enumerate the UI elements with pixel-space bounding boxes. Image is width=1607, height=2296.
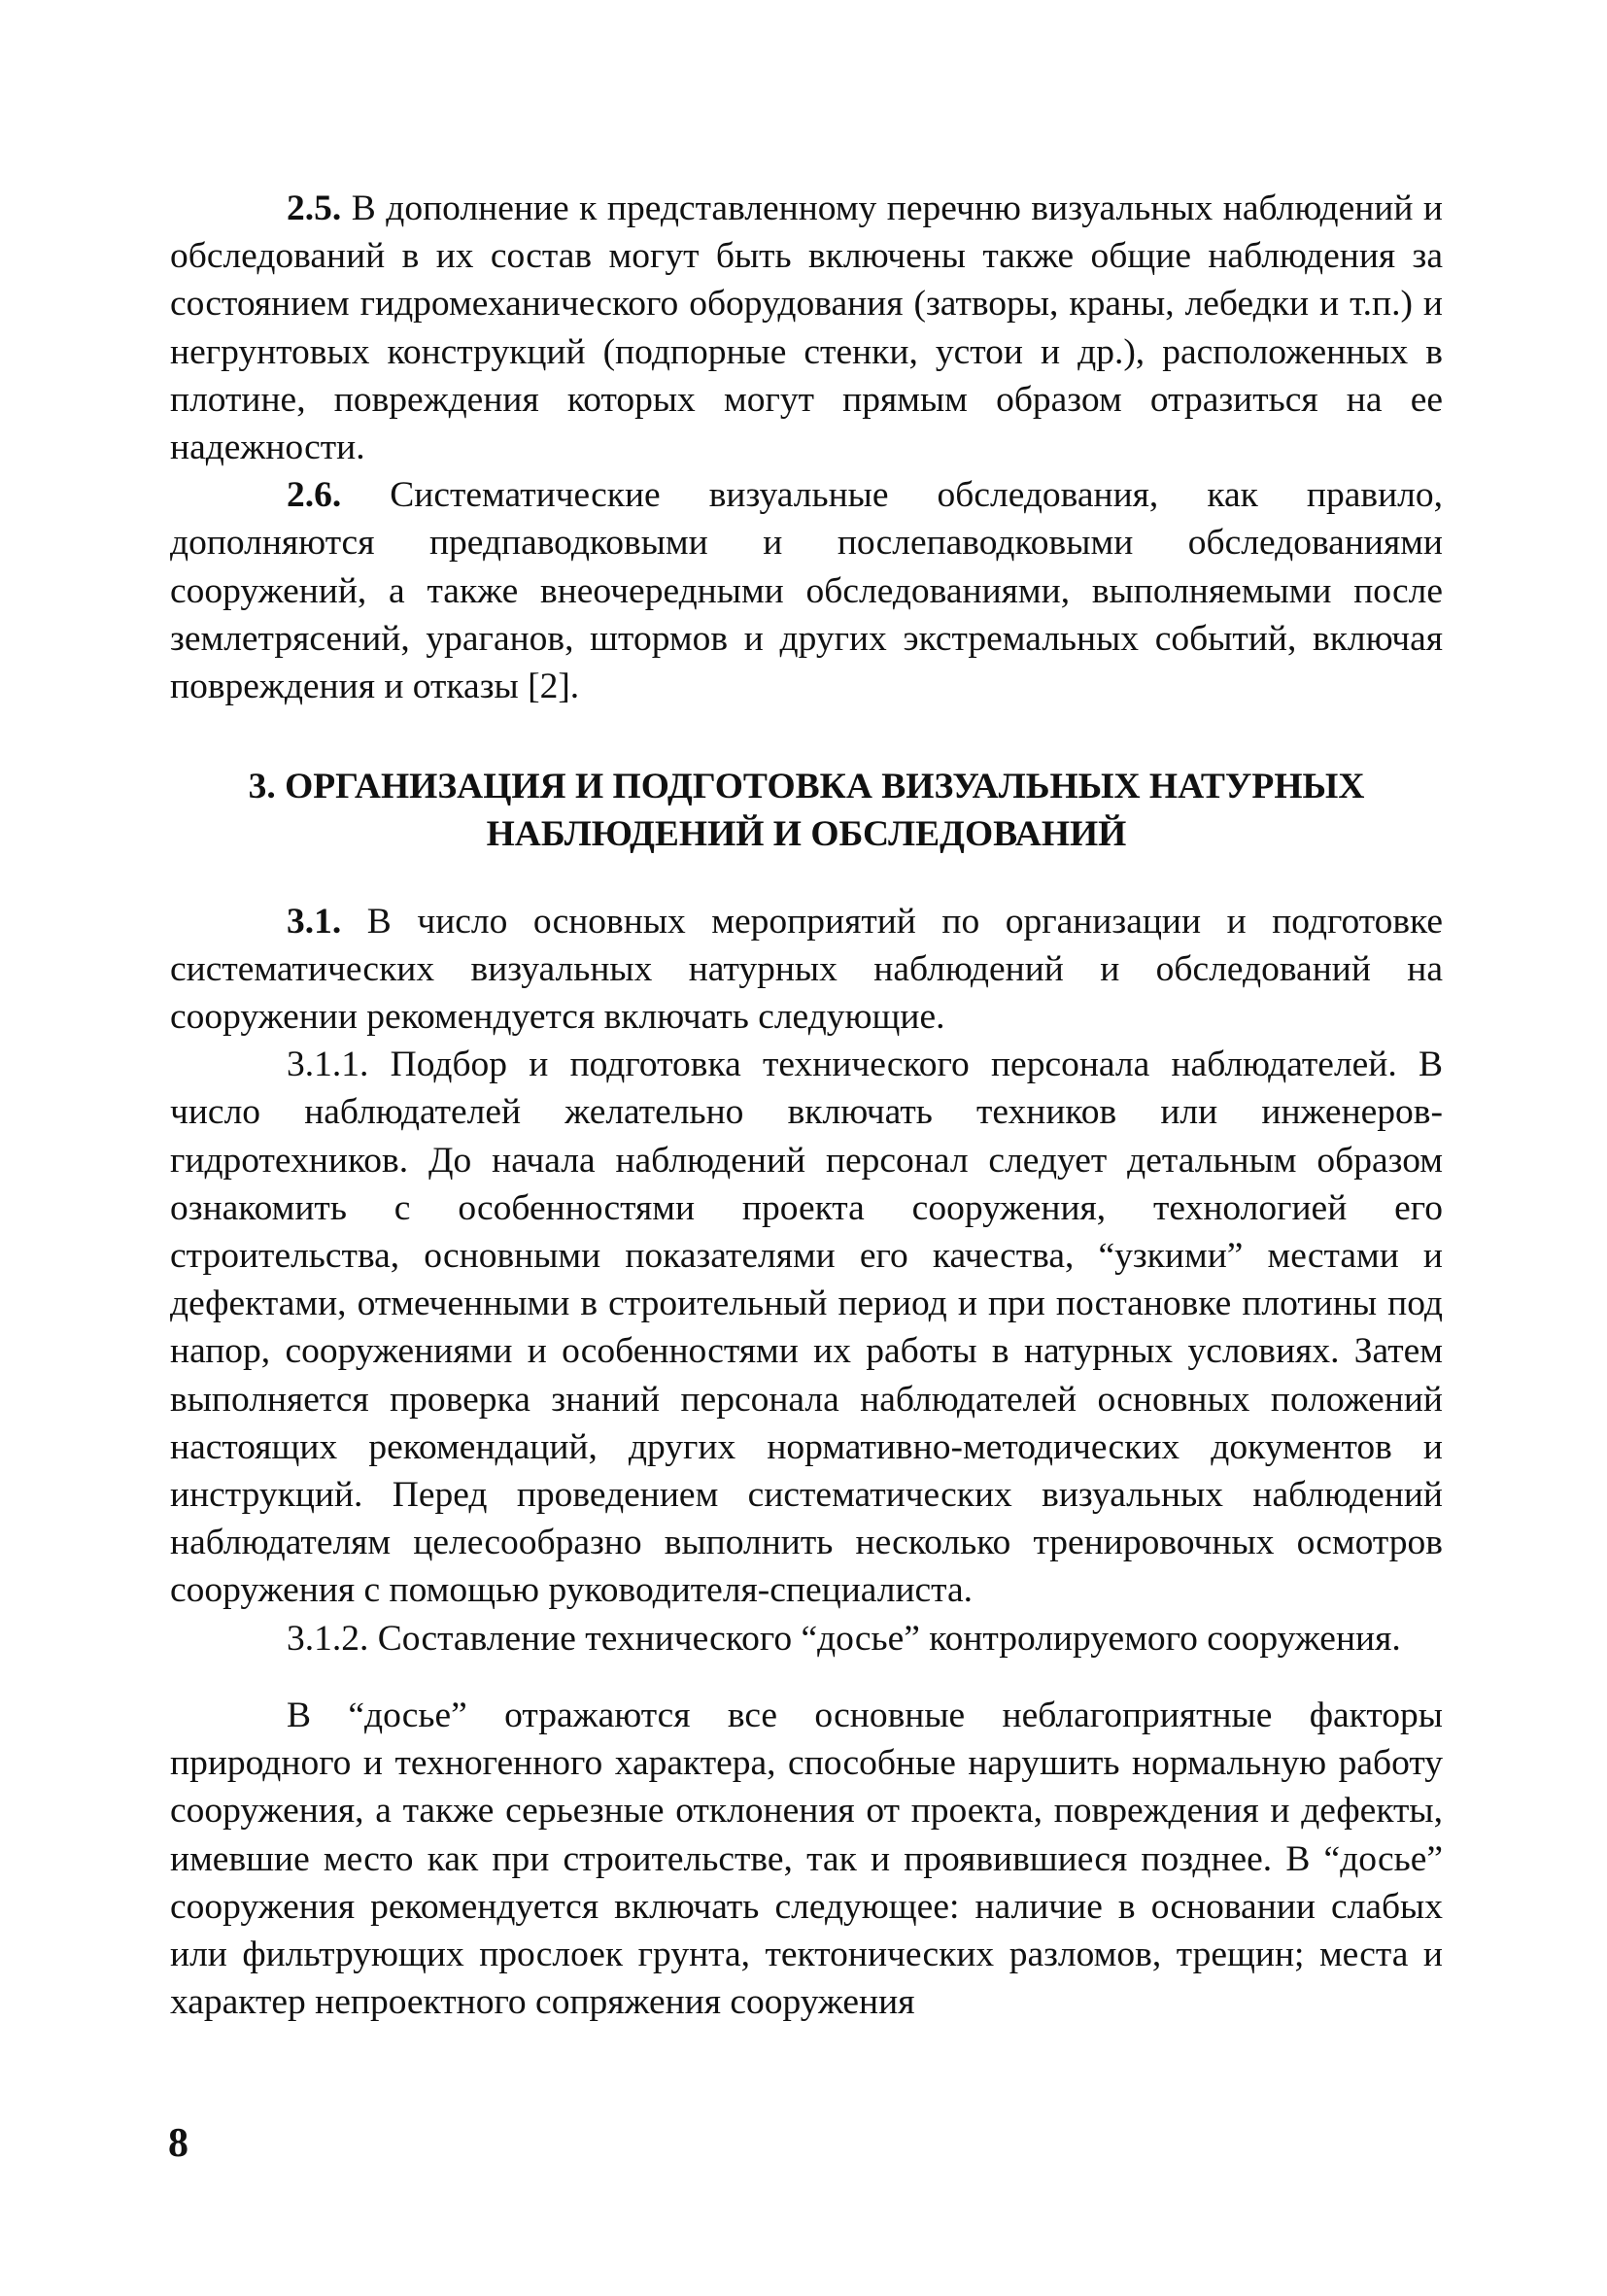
section-heading-line-1: 3. ОРГАНИЗАЦИЯ И ПОДГОТОВКА ВИЗУАЛЬНЫХ НАТУРНЫХ — [248, 767, 1365, 807]
paragraph-number: 2.6. — [287, 475, 342, 516]
document-page — [170, 185, 1443, 2026]
page-number: 8 — [168, 2121, 188, 2166]
paragraph-text: В дополнение к представленному перечню визуальных наблюдений и обследований в их состав могут быть включены также общие наблюдения за состоянием гидромеханического оборудования (затворы, краны, лебедки и т.п.) и негрунтовых конструкций (подпорные стенки, устои и др.), расположенных в плотине, повреждения которых могут прямым образом отразиться на ее надежности. — [170, 188, 1443, 468]
paragraph-2-5 — [170, 185, 1443, 471]
section-heading-line-2: НАБЛЮДЕНИЙ И ОБСЛЕДОВАНИЙ — [486, 814, 1127, 855]
paragraph-number: 2.5. — [287, 188, 342, 228]
paragraph-3-1-2: 3.1.2. Составление технического “досье” контролируемого сооружения. — [287, 1618, 1401, 1659]
paragraph-3-1 — [170, 898, 1443, 1042]
paragraph-dossier: В “досье” отражаются все основные неблагоприятные факторы природного и техногенного характера, способные нарушить нормальную работу сооружения, а также серьезные отклонения от проекта, повреждения и дефекты, имевшие место как при строительстве, так и проявившиеся позднее. В “досье” сооружения рекомендуется включать следующее: наличие в основании слабых или фильтрующих прослоек грунта, тектонических разломов, трещин; места и характер непроектного сопряжения сооружения — [170, 1695, 1443, 2023]
paragraph-number: 3.1. — [287, 901, 342, 942]
section-heading — [170, 763, 1443, 858]
paragraph-text: В число основных мероприятий по организации и подготовке систематических визуальных натурных наблюдений и обследований на сооружении рекомендуется включать следующие. — [170, 901, 1443, 1038]
paragraph-text: Систематические визуальные обследования, как правило, дополняются предпаводковыми и послепаводковыми обследованиями сооружений, а также внеочередными обследованиями, выполняемыми после землетрясений, ураганов, штормов и других экстремальных событий, включая повреждения и отказы [2]. — [170, 475, 1443, 707]
paragraph-2-6 — [170, 471, 1443, 710]
paragraph-3-1-1: 3.1.1. Подбор и подготовка технического персонала наблюдателей. В число наблюдателей желательно включать техников или инженеров-гидротехников. До начала наблюдений персонал следует детальным образом ознакомить с особенностями проекта сооружения, технологией его строительства, основными показателями его качества, “узкими” местами и дефектами, отмеченными в строительный период и при постановке плотины под напор, сооружениями и особенностями их работы в натурных условиях. Затем выполняется проверка знаний персонала наблюдателей основных положений настоящих рекомендаций, других нормативно-методических документов и инструкций. Перед проведением систематических визуальных наблюдений наблюдателям целесообразно выполнить несколько тренировочных осмотров сооружения с помощью руководителя-специалиста. — [170, 1045, 1443, 1611]
